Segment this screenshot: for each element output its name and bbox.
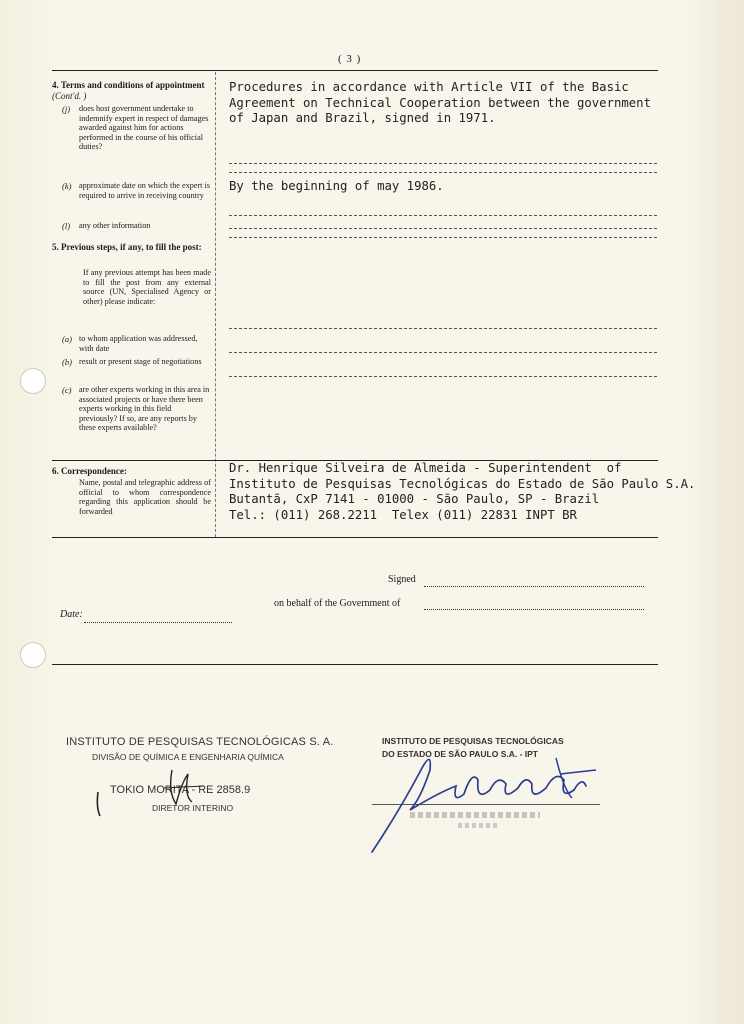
dashed-line	[229, 228, 657, 229]
item-j-label: does host government undertake to indemnify expert in respect of damages awarded against him for actions performed in the course of his official duties?	[79, 104, 209, 152]
behalf-label: on behalf of the Government of	[274, 598, 401, 609]
item-marker: (k)	[62, 181, 72, 191]
stamp-text: DO ESTADO DE SÃO PAULO S.A. - IPT	[382, 749, 539, 759]
date-label: Date:	[60, 609, 83, 620]
item-k-answer: By the beginning of may 1986.	[229, 179, 444, 193]
section-5-title: 5. Previous steps, if any, to fill the post:	[52, 242, 202, 252]
item-marker: (b)	[62, 357, 72, 367]
section-5-intro: If any previous attempt has been made to fill the post from any external source (UN, Specialised Agency or other) please indicate:	[83, 268, 211, 306]
signature-line	[424, 586, 644, 587]
correspondence-answer: Dr. Henrique Silveira de Almeida - Superintendent of Instituto de Pesquisas Tecnológicas do Estado de São Paulo S.A. Butantã, CxP 7141 - 01000 - São Paulo, SP - Brazil Tel.: (011) 268.2211 Telex (011) 22831 INPT BR	[229, 461, 696, 522]
item-marker: (j)	[62, 104, 71, 114]
dashed-line	[229, 172, 657, 173]
handwritten-initials	[92, 752, 212, 822]
section-6-title: 6. Correspondence:	[52, 466, 127, 476]
item-j-answer: Procedures in accordance with Article VII of the Basic Agreement on Technical Cooperation between the government of Japan and Brazil, signed in 1971.	[229, 80, 651, 125]
dashed-line	[229, 376, 657, 377]
item-l-label: any other information	[79, 221, 151, 230]
section-6-label: Name, postal and telegraphic address of official to whom correspondence regarding this application should be forwarded	[79, 478, 211, 516]
item-a-label: to whom application was addressed, with date	[79, 334, 198, 353]
dashed-line	[229, 237, 657, 238]
stamp-text: INSTITUTO DE PESQUISAS TECNOLÓGICAS	[382, 736, 564, 746]
bottom-rule	[52, 664, 658, 665]
section-rule	[52, 537, 658, 538]
stamp-text: TOKIO MORITA - RE 2858.9	[110, 784, 251, 796]
dashed-line	[229, 352, 657, 353]
signed-label: Signed	[388, 574, 416, 585]
section-4-title: 4. Terms and conditions of appointment (Cont'd. )	[52, 80, 205, 101]
top-rule	[52, 70, 658, 71]
item-b-label: result or present stage of negotiations	[79, 357, 202, 366]
handwritten-signature	[360, 740, 610, 860]
stamp-text: DIVISÃO DE QUÍMICA E ENGENHARIA QUÍMICA	[92, 752, 284, 762]
item-c-label: are other experts working in this area in associated projects or have there been experts working in this field previously? If so, are any reports by these experts available?	[79, 385, 210, 433]
dashed-line	[229, 163, 657, 164]
stamp-text: INSTITUTO DE PESQUISAS TECNOLÓGICAS S. A.	[66, 736, 334, 748]
item-marker: (l)	[62, 221, 71, 231]
item-marker: (c)	[62, 385, 72, 395]
item-k-label: approximate date on which the expert is required to arrive in receiving country	[79, 181, 210, 200]
page-number: ( 3 )	[338, 53, 362, 65]
item-marker: (a)	[62, 334, 72, 344]
column-divider	[215, 72, 216, 537]
government-line	[424, 609, 644, 610]
date-line	[84, 622, 232, 623]
dashed-line	[229, 328, 657, 329]
stamp-text: DIRETOR INTERINO	[152, 803, 234, 813]
dashed-line	[229, 215, 657, 216]
punch-hole	[20, 368, 46, 394]
punch-hole	[20, 642, 46, 668]
